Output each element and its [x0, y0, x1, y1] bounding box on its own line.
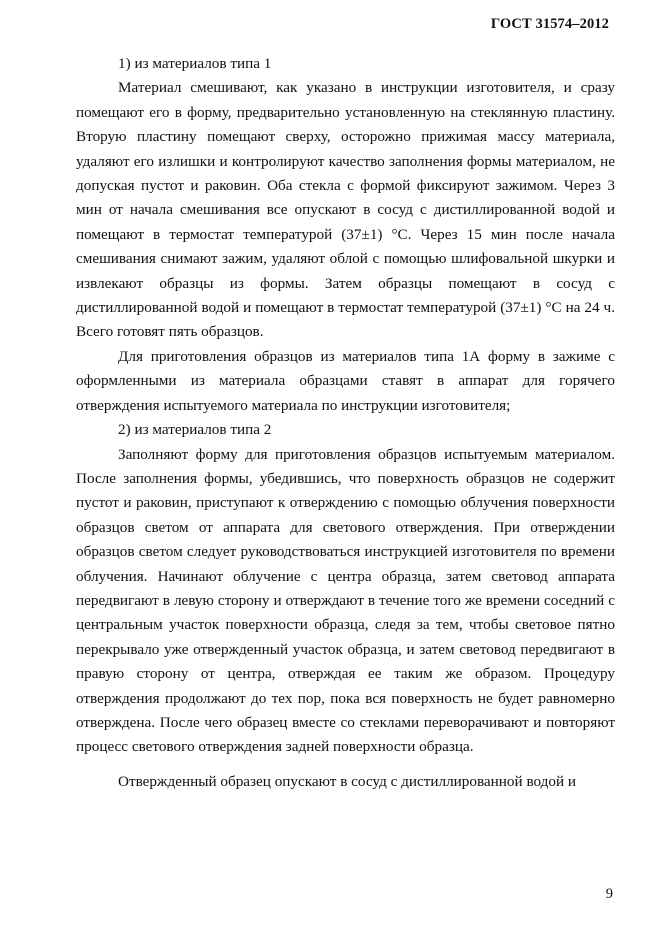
paragraph-type-1-procedure: Материал смешивают, как указано в инструкции изготовителя, и сразу помещают его в форму, предварительно установленную на стеклянную пластину. Вторую пластину помещают сверху, осторожно прижимая массу материала, удаляют его излишки и контролируют качество заполнения формы материалом, не допуская пустот и раковин. Оба стекла с формой фиксируют зажимом. Через 3 мин от начала смешивания все опускают в сосуд с дистиллированной водой и помещают в термостат температурой (37±1) °С. Через 15 мин после начала смешивания снимают зажим, удаляют облой с помощью шлифовальной шкурки и извлекают образцы из формы. Затем образцы помещают в сосуд с дистиллированной водой и помещают в термостат температурой (37±1) °С на 24 ч. Всего готовят пять образцов.	[76, 79, 615, 341]
document-code-header: ГОСТ 31574–2012	[490, 16, 609, 32]
document-body	[76, 52, 615, 794]
paragraph-type-2-procedure: Заполняют форму для приготовления образцов испытуемым материалом. После заполнения формы, убедившись, что поверхность образцов не содержит пустот и раковин, приступают к отверждению с помощью облучения поверхности образцов светом от аппарата для светового отверждения. При отверждении образцов светом следует руководствоваться инструкцией изготовителя по времени облучения. Начинают облучение с центра образца, затем световод аппарата передвигают в левую сторону и отверждают в течение того же времени соседний с центральным участок поверхности образца, следя за тем, чтобы световое пятно перекрывало уже отвержденный участок образца, и затем световод передвигают в правую сторону от центра, отверждая ее таким же образом. Процедуру отверждения продолжают до тех пор, пока вся поверхность не будет равномерно отверждена. После чего образец вместе со стеклами переворачивают и повторяют процесс светового отверждения задней поверхности образца.	[76, 445, 615, 756]
paragraph-type-1a-procedure: Для приготовления образцов из материалов типа 1А форму в зажиме с оформленными из материала образцами ставят в аппарат для горячего отверждения испытуемого материала по инструкции изготовителя;	[76, 347, 615, 414]
list-item-type-2: 2) из материалов типа 2	[118, 421, 272, 439]
page-number: 9	[605, 886, 613, 902]
paragraph-cured-sample: Отвержденный образец опускают в сосуд с дистиллированной водой и	[118, 772, 577, 790]
list-item-type-1: 1) из материалов типа 1	[118, 55, 272, 72]
